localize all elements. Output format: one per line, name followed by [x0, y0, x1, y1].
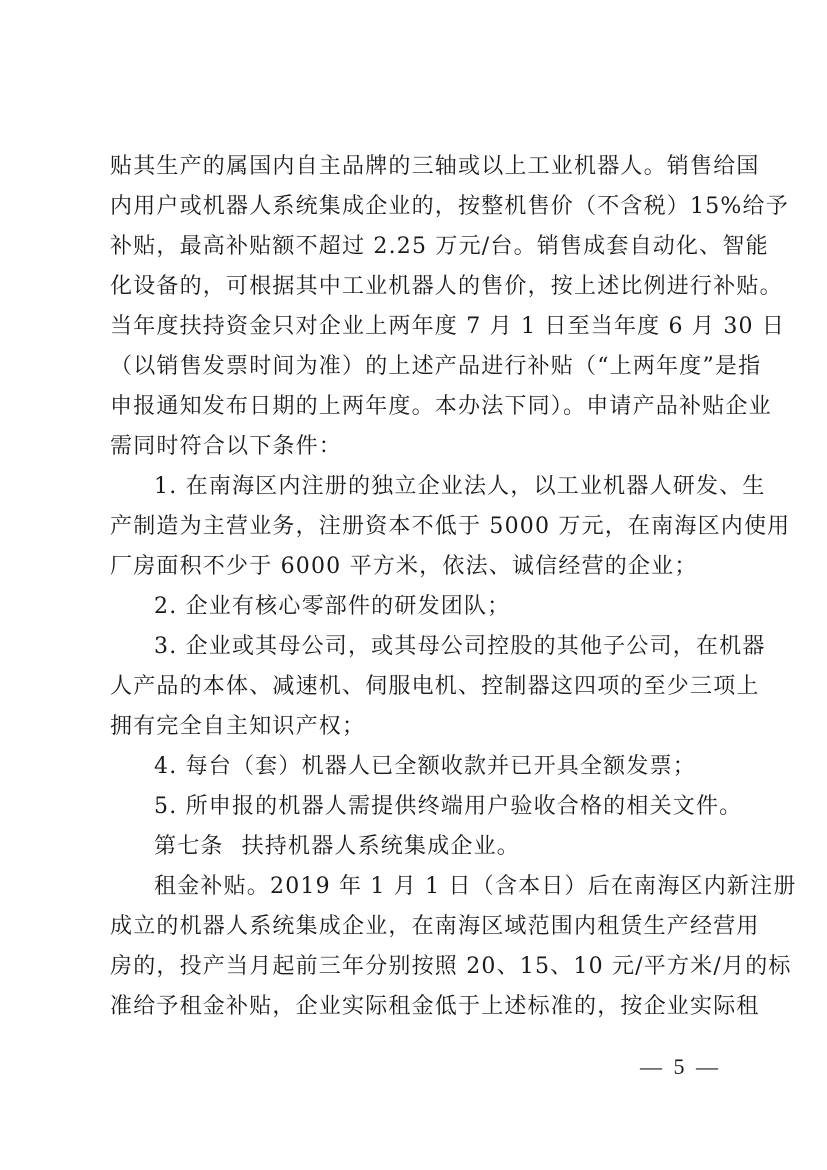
text-line: 准给予租金补贴，企业实际租金低于上述标准的，按企业实际租 — [110, 994, 760, 1019]
list-item-3-line: 3. 企业或其母公司，或其母公司控股的其他子公司，在机器 — [154, 634, 766, 659]
article-seven-title: 第七条 — [154, 834, 224, 859]
document-body — [110, 147, 797, 1027]
text-line: 补贴，最高补贴额不超过 2.25 万元/台。销售成套自动化、智能 — [110, 234, 769, 259]
text-line: 贴其生产的属国内自主品牌的三轴或以上工业机器人。销售给国 — [110, 154, 760, 179]
page-number: — 5 — — [640, 1054, 721, 1079]
text-line: 申报通知发布日期的上两年度。本办法下同）。申请产品补贴企业 — [110, 394, 772, 419]
list-item-3-line: 拥有完全自主知识产权； — [110, 714, 366, 739]
article-heading-line — [110, 827, 730, 867]
article-seven-body: 扶持机器人系统集成企业。 — [241, 834, 521, 859]
text-line: 需同时符合以下条件： — [110, 434, 343, 459]
list-item-1-line: 1. 在南海区内注册的独立企业法人，以工业机器人研发、生 — [154, 474, 766, 499]
text-line: 当年度扶持资金只对企业上两年度 7 月 1 日至当年度 6 月 30 日 — [110, 314, 786, 339]
text-line: 房的，投产当月起前三年分别按照 20、15、10 元/平方米/月的标 — [110, 954, 792, 979]
list-item-3-line: 人产品的本体、减速机、伺服电机、控制器这四项的至少三项上 — [110, 674, 760, 699]
text-line: 租金补贴。2019 年 1 月 1 日（含本日）后在南海区内新注册 — [154, 874, 797, 899]
list-item-5-line: 5. 所申报的机器人需提供终端用户验收合格的相关文件。 — [154, 794, 743, 819]
list-item-1-line: 产制造为主营业务，注册资本不低于 5000 万元，在南海区内使用 — [110, 514, 791, 539]
text-line: （以销售发票时间为准）的上述产品进行补贴（“上两年度”是指 — [110, 354, 762, 379]
list-item-1-line: 厂房面积不少于 6000 平方米，依法、诚信经营的企业； — [110, 554, 698, 579]
list-item-2-line: 2. 企业有核心零部件的研发团队； — [154, 594, 511, 619]
list-item-4-line: 4. 每台（套）机器人已全额收款并已开具全额发票； — [154, 754, 696, 779]
text-line: 成立的机器人系统集成企业，在南海区域范围内租赁生产经营用 — [110, 914, 760, 939]
text-line: 内用户或机器人系统集成企业的，按整机售价（不含税）15%给予 — [110, 194, 789, 219]
text-line: 化设备的，可根据其中工业机器人的售价，按上述比例进行补贴。 — [110, 274, 783, 299]
